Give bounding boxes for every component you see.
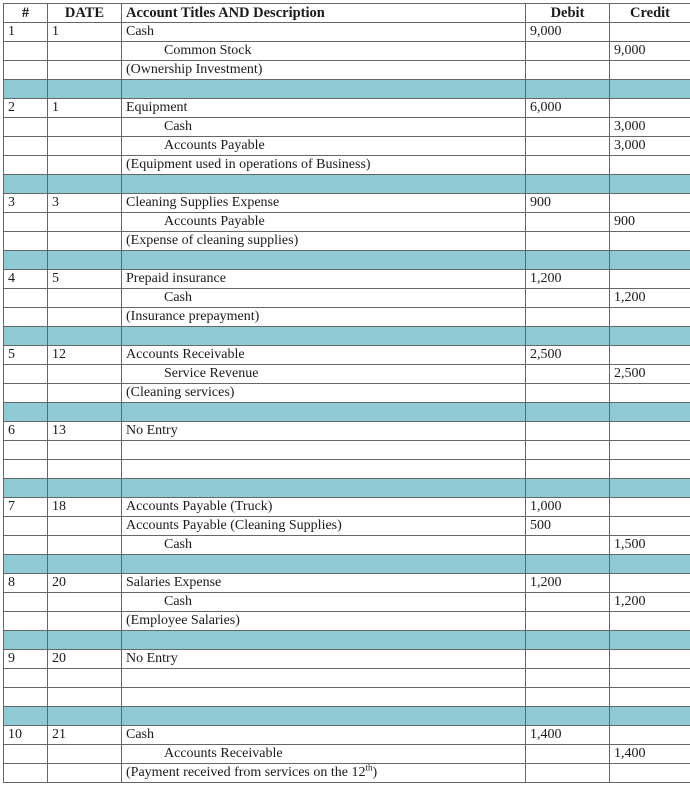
entry-date [48, 308, 122, 327]
account-title [122, 593, 526, 612]
separator-cell [122, 631, 526, 650]
entry-date [48, 156, 122, 175]
entry-number [4, 441, 48, 460]
account-title-text: Accounts Payable [164, 138, 265, 153]
journal-row [4, 194, 690, 213]
separator-cell [4, 80, 48, 99]
separator-cell [122, 555, 526, 574]
credit-amount: 3,000 [610, 137, 690, 156]
entry-number [4, 688, 48, 707]
account-title [122, 194, 526, 213]
separator-cell [4, 175, 48, 194]
credit-amount [610, 612, 690, 631]
credit-amount: 1,400 [610, 745, 690, 764]
credit-amount [610, 441, 690, 460]
account-title-text: (Cleaning services) [126, 385, 235, 400]
account-title-text: Accounts Payable [164, 214, 265, 229]
header-description: Account Titles AND Description [122, 4, 526, 23]
account-title-text: No Entry [126, 423, 178, 438]
account-title-text: Cleaning Supplies Expense [126, 195, 280, 210]
entry-date: 20 [48, 650, 122, 669]
entry-number [4, 593, 48, 612]
account-title-text: Prepaid insurance [126, 271, 226, 286]
debit-amount [526, 232, 610, 251]
debit-amount [526, 61, 610, 80]
debit-amount: 9,000 [526, 23, 610, 42]
journal-row [4, 118, 690, 137]
entry-number [4, 137, 48, 156]
account-title-text: Accounts Payable (Cleaning Supplies) [126, 518, 342, 533]
account-title-text: (Expense of cleaning supplies) [126, 233, 299, 248]
entry-number: 5 [4, 346, 48, 365]
journal-row [4, 764, 690, 783]
separator-cell [4, 479, 48, 498]
journal-row [4, 42, 690, 61]
account-title-text: Accounts Payable (Truck) [126, 499, 273, 514]
entry-date [48, 289, 122, 308]
journal-row [4, 61, 690, 80]
header-credit: Credit [610, 4, 690, 23]
journal-row [4, 745, 690, 764]
entry-number [4, 517, 48, 536]
journal-row [4, 156, 690, 175]
account-title-text: Accounts Receivable [164, 746, 283, 761]
separator-cell [610, 403, 690, 422]
separator-cell [526, 175, 610, 194]
credit-amount [610, 99, 690, 118]
credit-amount [610, 346, 690, 365]
separator-cell [4, 707, 48, 726]
credit-amount: 2,500 [610, 365, 690, 384]
credit-amount [610, 156, 690, 175]
separator-cell [48, 251, 122, 270]
separator-cell [48, 327, 122, 346]
journal-row [4, 669, 690, 688]
entry-date [48, 232, 122, 251]
entry-number [4, 669, 48, 688]
entry-date [48, 42, 122, 61]
credit-amount [610, 194, 690, 213]
account-title [122, 289, 526, 308]
debit-amount [526, 137, 610, 156]
journal-row [4, 593, 690, 612]
credit-amount [610, 61, 690, 80]
separator-cell [48, 479, 122, 498]
debit-amount [526, 156, 610, 175]
journal-table [3, 3, 690, 783]
entry-number [4, 156, 48, 175]
debit-amount: 1,200 [526, 270, 610, 289]
account-title [122, 422, 526, 441]
credit-amount: 900 [610, 213, 690, 232]
journal-row [4, 460, 690, 479]
separator-cell [122, 80, 526, 99]
account-title [122, 536, 526, 555]
entry-date [48, 61, 122, 80]
account-title-text: Cash [164, 290, 192, 305]
journal-row [4, 422, 690, 441]
journal-row [4, 650, 690, 669]
entry-date [48, 441, 122, 460]
entry-number [4, 365, 48, 384]
separator-cell [526, 327, 610, 346]
separator-cell [610, 251, 690, 270]
entry-date [48, 517, 122, 536]
debit-amount: 500 [526, 517, 610, 536]
account-title [122, 498, 526, 517]
journal-row [4, 726, 690, 745]
entry-number: 4 [4, 270, 48, 289]
journal-row [4, 289, 690, 308]
debit-amount: 900 [526, 194, 610, 213]
entry-number [4, 232, 48, 251]
entry-separator-row [4, 707, 690, 726]
debit-amount [526, 593, 610, 612]
journal-row [4, 213, 690, 232]
journal-row [4, 232, 690, 251]
entry-number: 2 [4, 99, 48, 118]
entry-number: 1 [4, 23, 48, 42]
entry-date [48, 612, 122, 631]
entry-date [48, 460, 122, 479]
account-title [122, 441, 526, 460]
credit-amount [610, 517, 690, 536]
journal-body [4, 23, 690, 783]
entry-separator-row [4, 479, 690, 498]
separator-cell [4, 327, 48, 346]
credit-amount [610, 23, 690, 42]
debit-amount: 1,400 [526, 726, 610, 745]
credit-amount: 9,000 [610, 42, 690, 61]
entry-date [48, 764, 122, 783]
entry-date [48, 137, 122, 156]
journal-row [4, 517, 690, 536]
account-title-text: Cash [164, 537, 192, 552]
entry-separator-row [4, 403, 690, 422]
header-date: DATE [48, 4, 122, 23]
debit-amount [526, 536, 610, 555]
separator-cell [122, 251, 526, 270]
journal-row [4, 536, 690, 555]
credit-amount [610, 308, 690, 327]
debit-amount [526, 460, 610, 479]
account-title [122, 574, 526, 593]
separator-cell [48, 555, 122, 574]
account-title-text: Equipment [126, 100, 188, 115]
account-title-text: Common Stock [164, 43, 252, 58]
entry-date: 18 [48, 498, 122, 517]
separator-cell [610, 631, 690, 650]
entry-number: 6 [4, 422, 48, 441]
account-title-text: Cash [126, 727, 154, 742]
journal-row [4, 384, 690, 403]
separator-cell [48, 175, 122, 194]
separator-cell [4, 251, 48, 270]
ordinal-suffix: th [365, 763, 373, 773]
account-title [122, 42, 526, 61]
journal-row [4, 574, 690, 593]
separator-cell [4, 403, 48, 422]
account-title [122, 346, 526, 365]
account-title-text: (Payment received from services on the 12 [126, 765, 366, 780]
entry-date [48, 213, 122, 232]
entry-date: 5 [48, 270, 122, 289]
entry-date: 12 [48, 346, 122, 365]
header-num: # [4, 4, 48, 23]
separator-cell [122, 327, 526, 346]
account-title [122, 118, 526, 137]
credit-amount [610, 574, 690, 593]
account-title-text: (Equipment used in operations of Business) [126, 157, 371, 172]
entry-separator-row [4, 631, 690, 650]
debit-amount [526, 42, 610, 61]
account-title-text: Cash [164, 119, 192, 134]
separator-cell [48, 80, 122, 99]
entry-date: 1 [48, 99, 122, 118]
credit-amount [610, 650, 690, 669]
debit-amount [526, 612, 610, 631]
entry-number: 3 [4, 194, 48, 213]
debit-amount: 6,000 [526, 99, 610, 118]
entry-number [4, 612, 48, 631]
entry-number [4, 61, 48, 80]
entry-separator-row [4, 327, 690, 346]
credit-amount [610, 232, 690, 251]
debit-amount [526, 308, 610, 327]
debit-amount [526, 365, 610, 384]
account-title [122, 460, 526, 479]
account-title [122, 764, 526, 783]
journal-row [4, 365, 690, 384]
entry-number: 10 [4, 726, 48, 745]
entry-date [48, 688, 122, 707]
separator-cell [526, 707, 610, 726]
entry-number [4, 460, 48, 479]
debit-amount [526, 669, 610, 688]
entry-date [48, 669, 122, 688]
account-title [122, 612, 526, 631]
separator-cell [610, 479, 690, 498]
journal-row [4, 308, 690, 327]
credit-amount [610, 270, 690, 289]
journal-row [4, 441, 690, 460]
debit-amount [526, 650, 610, 669]
account-title [122, 365, 526, 384]
account-title-text: Cash [164, 594, 192, 609]
journal-row [4, 346, 690, 365]
credit-amount: 1,200 [610, 593, 690, 612]
separator-cell [122, 479, 526, 498]
account-title [122, 669, 526, 688]
entry-date: 13 [48, 422, 122, 441]
entry-number: 8 [4, 574, 48, 593]
header-debit: Debit [526, 4, 610, 23]
journal-row [4, 498, 690, 517]
header-row [4, 4, 690, 23]
separator-cell [122, 403, 526, 422]
debit-amount [526, 213, 610, 232]
debit-amount [526, 764, 610, 783]
credit-amount: 3,000 [610, 118, 690, 137]
account-title-text: No Entry [126, 651, 178, 666]
entry-number [4, 764, 48, 783]
separator-cell [526, 479, 610, 498]
account-title [122, 745, 526, 764]
account-title [122, 23, 526, 42]
separator-cell [610, 707, 690, 726]
account-title [122, 688, 526, 707]
account-title [122, 61, 526, 80]
entry-separator-row [4, 555, 690, 574]
entry-number [4, 118, 48, 137]
journal-row [4, 99, 690, 118]
entry-separator-row [4, 80, 690, 99]
account-title-text: Cash [126, 24, 154, 39]
account-title [122, 517, 526, 536]
debit-amount [526, 289, 610, 308]
separator-cell [48, 707, 122, 726]
entry-date [48, 536, 122, 555]
entry-number [4, 536, 48, 555]
entry-date: 1 [48, 23, 122, 42]
account-title [122, 270, 526, 289]
journal-row [4, 23, 690, 42]
credit-amount [610, 688, 690, 707]
entry-separator-row [4, 175, 690, 194]
entry-number [4, 308, 48, 327]
account-title-text: (Employee Salaries) [126, 613, 240, 628]
account-title [122, 137, 526, 156]
account-title [122, 384, 526, 403]
separator-cell [610, 555, 690, 574]
account-title [122, 213, 526, 232]
separator-cell [526, 631, 610, 650]
account-title-text: (Insurance prepayment) [126, 309, 260, 324]
entry-date: 3 [48, 194, 122, 213]
entry-date [48, 745, 122, 764]
entry-number [4, 289, 48, 308]
entry-date [48, 118, 122, 137]
journal-row [4, 137, 690, 156]
separator-cell [610, 80, 690, 99]
separator-cell [526, 80, 610, 99]
credit-amount [610, 422, 690, 441]
entry-date [48, 593, 122, 612]
account-title-text: Salaries Expense [126, 575, 222, 590]
entry-number: 7 [4, 498, 48, 517]
separator-cell [4, 631, 48, 650]
entry-separator-row [4, 251, 690, 270]
debit-amount [526, 118, 610, 137]
entry-date: 20 [48, 574, 122, 593]
account-title [122, 726, 526, 745]
credit-amount: 1,500 [610, 536, 690, 555]
entry-date [48, 384, 122, 403]
account-title [122, 156, 526, 175]
separator-cell [610, 327, 690, 346]
account-title-text: (Ownership Investment) [126, 62, 263, 77]
account-title-text: Accounts Receivable [126, 347, 245, 362]
credit-amount [610, 764, 690, 783]
separator-cell [526, 403, 610, 422]
separator-cell [610, 175, 690, 194]
closing-paren: ) [372, 765, 378, 780]
account-title [122, 232, 526, 251]
entry-number: 9 [4, 650, 48, 669]
credit-amount [610, 460, 690, 479]
account-title [122, 99, 526, 118]
separator-cell [122, 707, 526, 726]
debit-amount: 1,200 [526, 574, 610, 593]
separator-cell [48, 631, 122, 650]
entry-number [4, 213, 48, 232]
credit-amount: 1,200 [610, 289, 690, 308]
entry-number [4, 384, 48, 403]
credit-amount [610, 669, 690, 688]
account-title [122, 308, 526, 327]
entry-date [48, 365, 122, 384]
entry-number [4, 42, 48, 61]
journal-row [4, 270, 690, 289]
debit-amount: 2,500 [526, 346, 610, 365]
entry-date: 21 [48, 726, 122, 745]
separator-cell [4, 555, 48, 574]
credit-amount [610, 726, 690, 745]
debit-amount [526, 384, 610, 403]
credit-amount [610, 384, 690, 403]
entry-number [4, 745, 48, 764]
journal-row [4, 612, 690, 631]
debit-amount [526, 441, 610, 460]
separator-cell [48, 403, 122, 422]
debit-amount [526, 688, 610, 707]
debit-amount [526, 745, 610, 764]
journal-row [4, 688, 690, 707]
separator-cell [122, 175, 526, 194]
separator-cell [526, 555, 610, 574]
debit-amount [526, 422, 610, 441]
debit-amount: 1,000 [526, 498, 610, 517]
credit-amount [610, 498, 690, 517]
account-title [122, 650, 526, 669]
account-title-text: Service Revenue [164, 366, 259, 381]
separator-cell [526, 251, 610, 270]
